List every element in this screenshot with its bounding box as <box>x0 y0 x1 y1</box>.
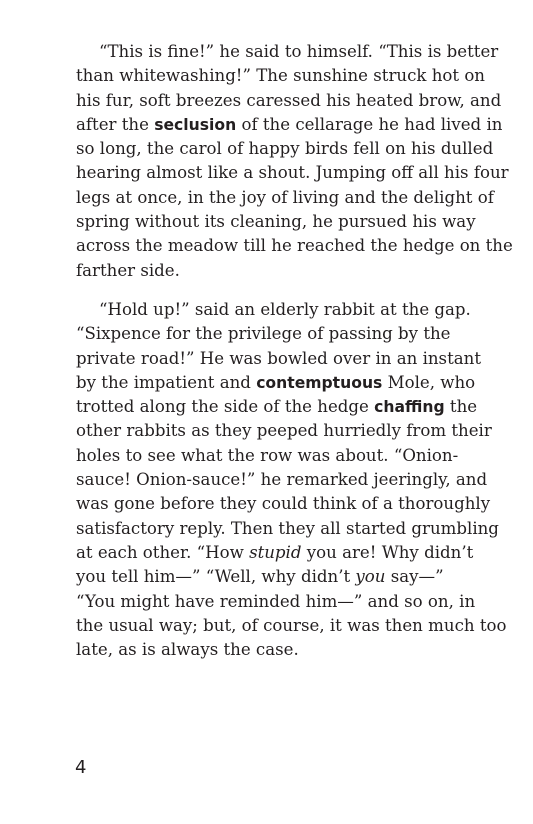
text-line: satisfactory reply. Then they all started grumbling <box>76 518 499 538</box>
vocabulary-word-contemptuous: contemptuous <box>256 373 383 392</box>
text-line: late, as is always the case. <box>76 640 299 660</box>
text-line <box>76 371 476 395</box>
text-segment: by the impatient and <box>76 372 257 392</box>
text-line <box>76 565 466 589</box>
paragraph-1 <box>76 40 513 283</box>
text-line: “You might have reminded him—” and so on, in <box>76 591 476 611</box>
page-number: 4 <box>75 757 87 778</box>
text-segment: after the <box>76 114 155 134</box>
text-segment: trotted along the side of the hedge <box>76 397 375 417</box>
text-line: sauce! Onion-sauce!” he remarked jeeringly, and <box>76 470 488 490</box>
text-segment: at each other. “How <box>76 542 250 562</box>
emphasis-stupid: stupid <box>249 542 302 562</box>
text-line <box>76 395 478 419</box>
text-line: private road!” He was bowled over in an instant <box>76 348 481 368</box>
text-segment: Mole, who <box>382 372 476 392</box>
text-line: “Sixpence for the privilege of passing by the <box>76 324 451 344</box>
text-line: was gone before they could think of a thoroughly <box>76 494 491 514</box>
text-line: spring without its cleaning, he pursued his way <box>76 212 476 232</box>
vocabulary-word-seclusion: seclusion <box>154 115 237 134</box>
vocabulary-word-chaffing: chaffing <box>374 398 445 417</box>
text-line: “Hold up!” said an elderly rabbit at the gap. <box>99 299 471 319</box>
text-segment: of the cellarage he had lived in <box>236 114 503 134</box>
emphasis-you: you <box>355 567 386 587</box>
text-line: so long, the carol of happy birds fell on his dulled <box>76 139 494 159</box>
text-segment: say—” <box>385 567 444 587</box>
text-line <box>76 113 503 137</box>
text-line: the usual way; but, of course, it was then much too <box>76 615 507 635</box>
text-line: than whitewashing!” The sunshine struck hot on <box>76 66 485 86</box>
text-line <box>76 541 474 565</box>
text-line: “This is fine!” he said to himself. “This is better <box>99 42 499 61</box>
text-line: farther side. <box>76 260 180 280</box>
text-line: legs at once, in the joy of living and the delight of <box>76 187 494 207</box>
text-segment: you tell him—” “Well, why didn’t <box>76 567 356 587</box>
text-segment: you are! Why didn’t <box>301 542 474 562</box>
paragraph-2 <box>76 298 507 662</box>
page-body <box>76 40 513 662</box>
text-line: his fur, soft breezes caressed his heated brow, and <box>76 90 502 110</box>
text-line: across the meadow till he reached the hedge on the <box>76 236 513 256</box>
text-segment: the <box>444 397 478 417</box>
text-line: holes to see what the row was about. “Onion- <box>76 445 459 465</box>
text-line: other rabbits as they peeped hurriedly from their <box>76 421 492 441</box>
text-line: hearing almost like a shout. Jumping off all his four <box>76 163 509 183</box>
